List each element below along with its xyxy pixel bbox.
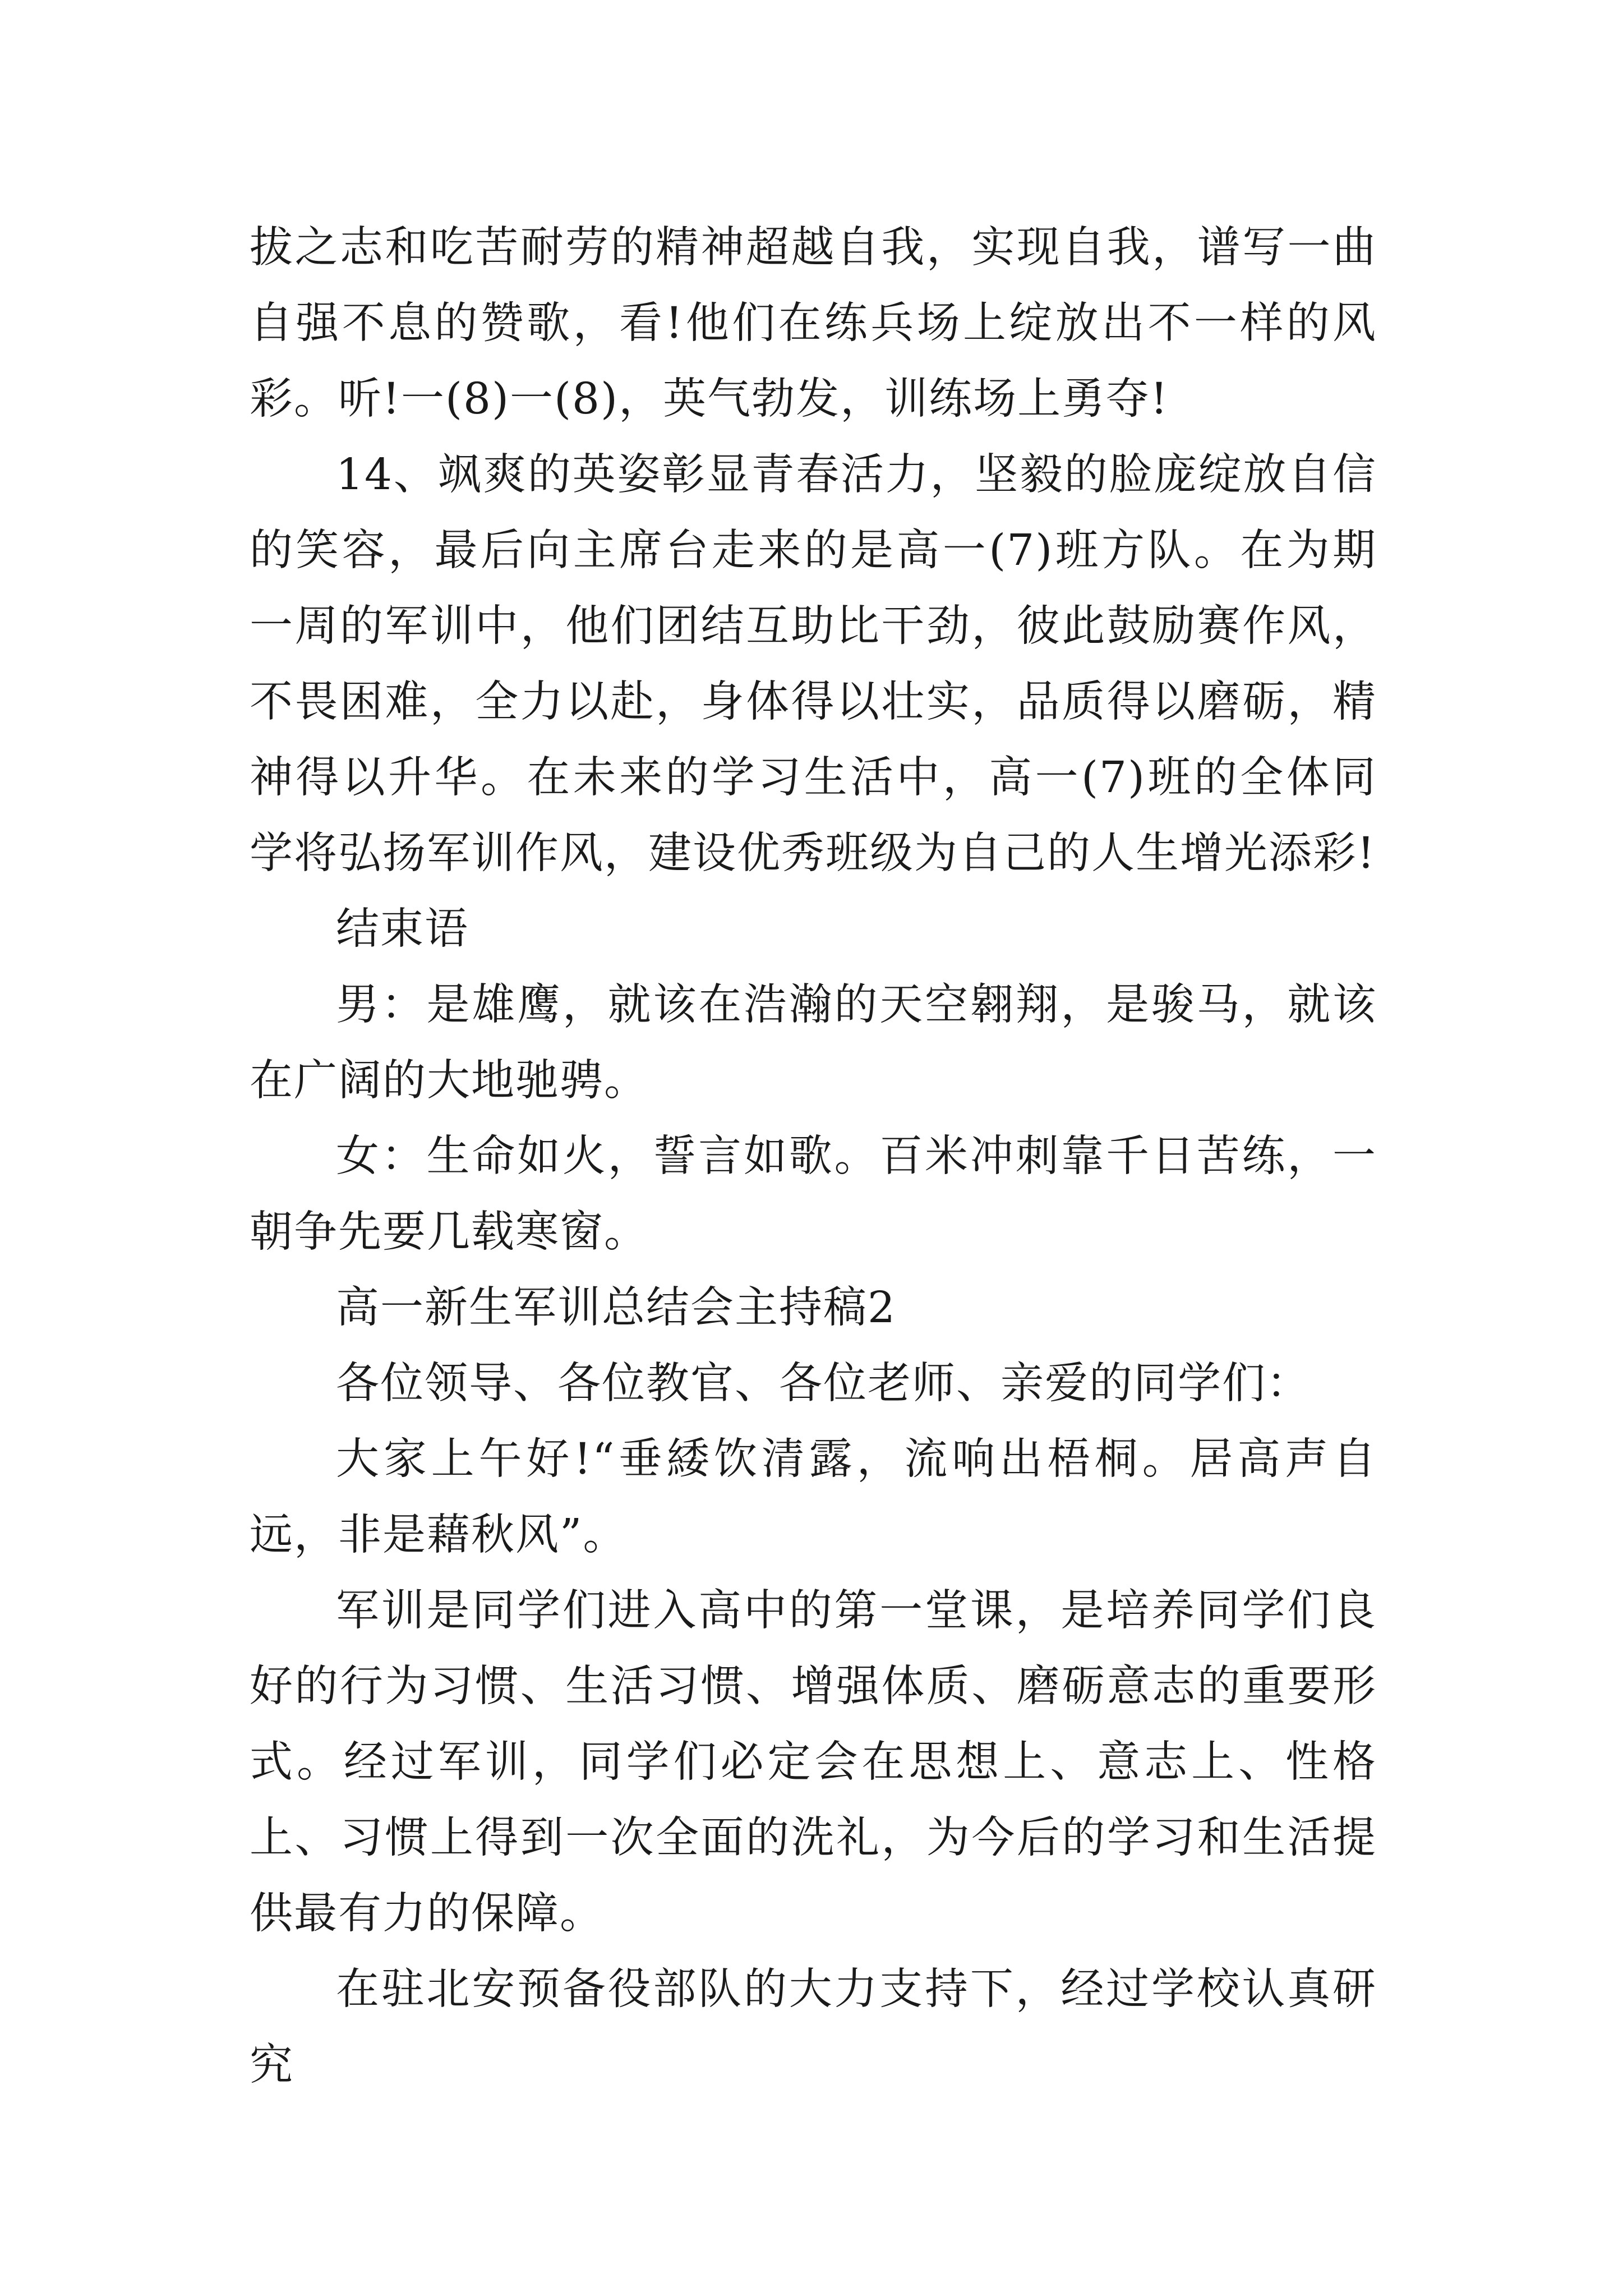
document-subtitle: 高一新生军训总结会主持稿2 [336, 1283, 896, 1333]
paragraph-greeting: 大家上午好!“垂緌饮清露，流响出梧桐。居高声自远，非是藉秋风”。 [250, 1434, 1377, 1560]
paragraph-salutation: 各位领导、各位教官、各位老师、亲爱的同学们： [336, 1359, 1311, 1409]
paragraph-support: 在驻北安预备役部队的大力支持下，经过学校认真研究 [250, 1964, 1377, 2090]
section-heading-closing: 结束语 [336, 904, 469, 954]
paragraph-military-training: 军训是同学们进入高中的第一堂课，是培养同学们良好的行为习惯、生活习惯、增强体质、磨砺意志的重要形式。经过军训，同学们必定会在思想上、意志上、性格上、习惯上得到一次全面的洗礼，为今后的学习和生活提供最有力的保障。 [250, 1586, 1377, 1939]
paragraph-continued: 拔之志和吃苦耐劳的精神超越自我，实现自我，谱写一曲自强不息的赞歌，看!他们在练兵场上绽放出不一样的风彩。听!一(8)一(8)，英气勃发，训练场上勇夺! [250, 223, 1377, 424]
document-body [250, 210, 1377, 2103]
paragraph-item-14: 14、飒爽的英姿彰显青春活力，坚毅的脸庞绽放自信的笑容，最后向主席台走来的是高一(7)班方队。在为期一周的军训中，他们团结互助比干劲，彼此鼓励赛作风，不畏困难，全力以赴，身体得以壮实，品质得以磨砺，精神得以升华。在未来的学习生活中，高一(7)班的全体同学将弘扬军训作风，建设优秀班级为自己的人生增光添彩! [250, 450, 1377, 878]
paragraph-male-host: 男：是雄鹰，就该在浩瀚的天空翱翔，是骏马，就该在广阔的大地驰骋。 [250, 980, 1377, 1106]
paragraph-female-host: 女：生命如火，誓言如歌。百米冲刺靠千日苦练，一朝争先要几载寒窗。 [250, 1131, 1377, 1257]
